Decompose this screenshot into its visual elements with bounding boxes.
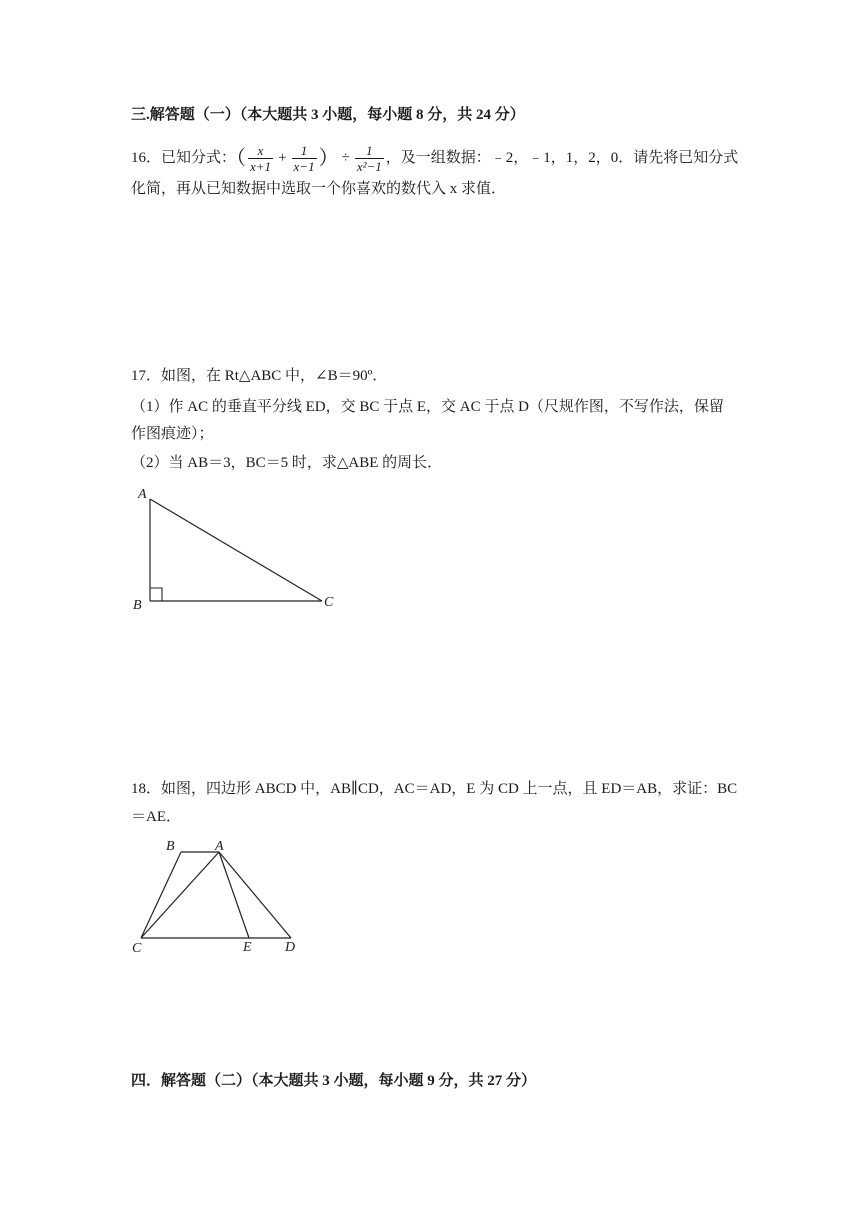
q18-line-2: ＝AE．: [131, 809, 181, 825]
section-3-heading: 三.解答题（一）（本大题共 3 小题，每小题 8 分，共 24 分）: [131, 107, 525, 123]
q16-divide: ÷: [341, 149, 350, 166]
q16-fraction-2-numerator: 1: [300, 143, 308, 158]
q18-line-1: 18．如图，四边形 ABCD 中，AB∥CD，AC＝AD，E 为 CD 上一点，且 ED＝AB，求证：BC: [131, 781, 738, 797]
q18-label-c: C: [132, 941, 142, 956]
q18-label-a: A: [215, 839, 224, 854]
q17-line-4: （2）当 AB＝3，BC＝5 时，求△ABE 的周长．: [131, 455, 443, 471]
q18-label-d: D: [285, 940, 296, 955]
q18-label-e: E: [243, 940, 252, 955]
q16-fraction-3-denominator: x²−1: [356, 159, 382, 174]
q16-fraction-2-denominator: x−1: [293, 159, 315, 174]
q18-quadrilateral-figure: [128, 834, 308, 958]
q18-label-b: B: [166, 839, 175, 854]
q17-label-b: B: [133, 598, 142, 613]
q17-line-2: （1）作 AC 的垂直平分线 ED，交 BC 于点 E，交 AC 于点 D（尺规作图，不写作法，保留: [131, 399, 724, 415]
q16-line-1: [131, 143, 739, 174]
q17-line-3: 作图痕迹）；: [131, 426, 214, 442]
q16-fraction-3: [355, 143, 384, 174]
q16-fraction-3-numerator: 1: [366, 143, 373, 158]
q16-prefix: 16．已知分式：: [131, 149, 237, 166]
q16-line-2: 化简，再从已知数据中选取一个你喜欢的数代入 x 求值．: [131, 181, 507, 197]
q16-fraction-1-numerator: x: [257, 143, 264, 158]
section-4-heading: 四．解答题（二）（本大题共 3 小题，每小题 9 分，共 27 分）: [131, 1073, 537, 1089]
q16-suffix: ，及一组数据：﹣2，﹣1，1，2，0．请先将已知分式: [385, 149, 739, 166]
q16-fraction-2: [292, 143, 317, 174]
q17-triangle-figure: [128, 482, 343, 614]
q16-fraction-1: [248, 143, 273, 174]
q16-fraction-1-denominator: x+1: [250, 159, 272, 174]
q16-right-paren: ）: [318, 147, 339, 170]
right-angle-mark: [150, 588, 162, 601]
q16-plus: +: [278, 149, 287, 166]
q17-line-1: 17．如图，在 Rt△ABC 中，∠B＝90º．: [131, 368, 388, 384]
q17-label-a: A: [138, 487, 147, 502]
q17-label-c: C: [324, 595, 334, 610]
q16-left-paren: （: [236, 147, 247, 170]
